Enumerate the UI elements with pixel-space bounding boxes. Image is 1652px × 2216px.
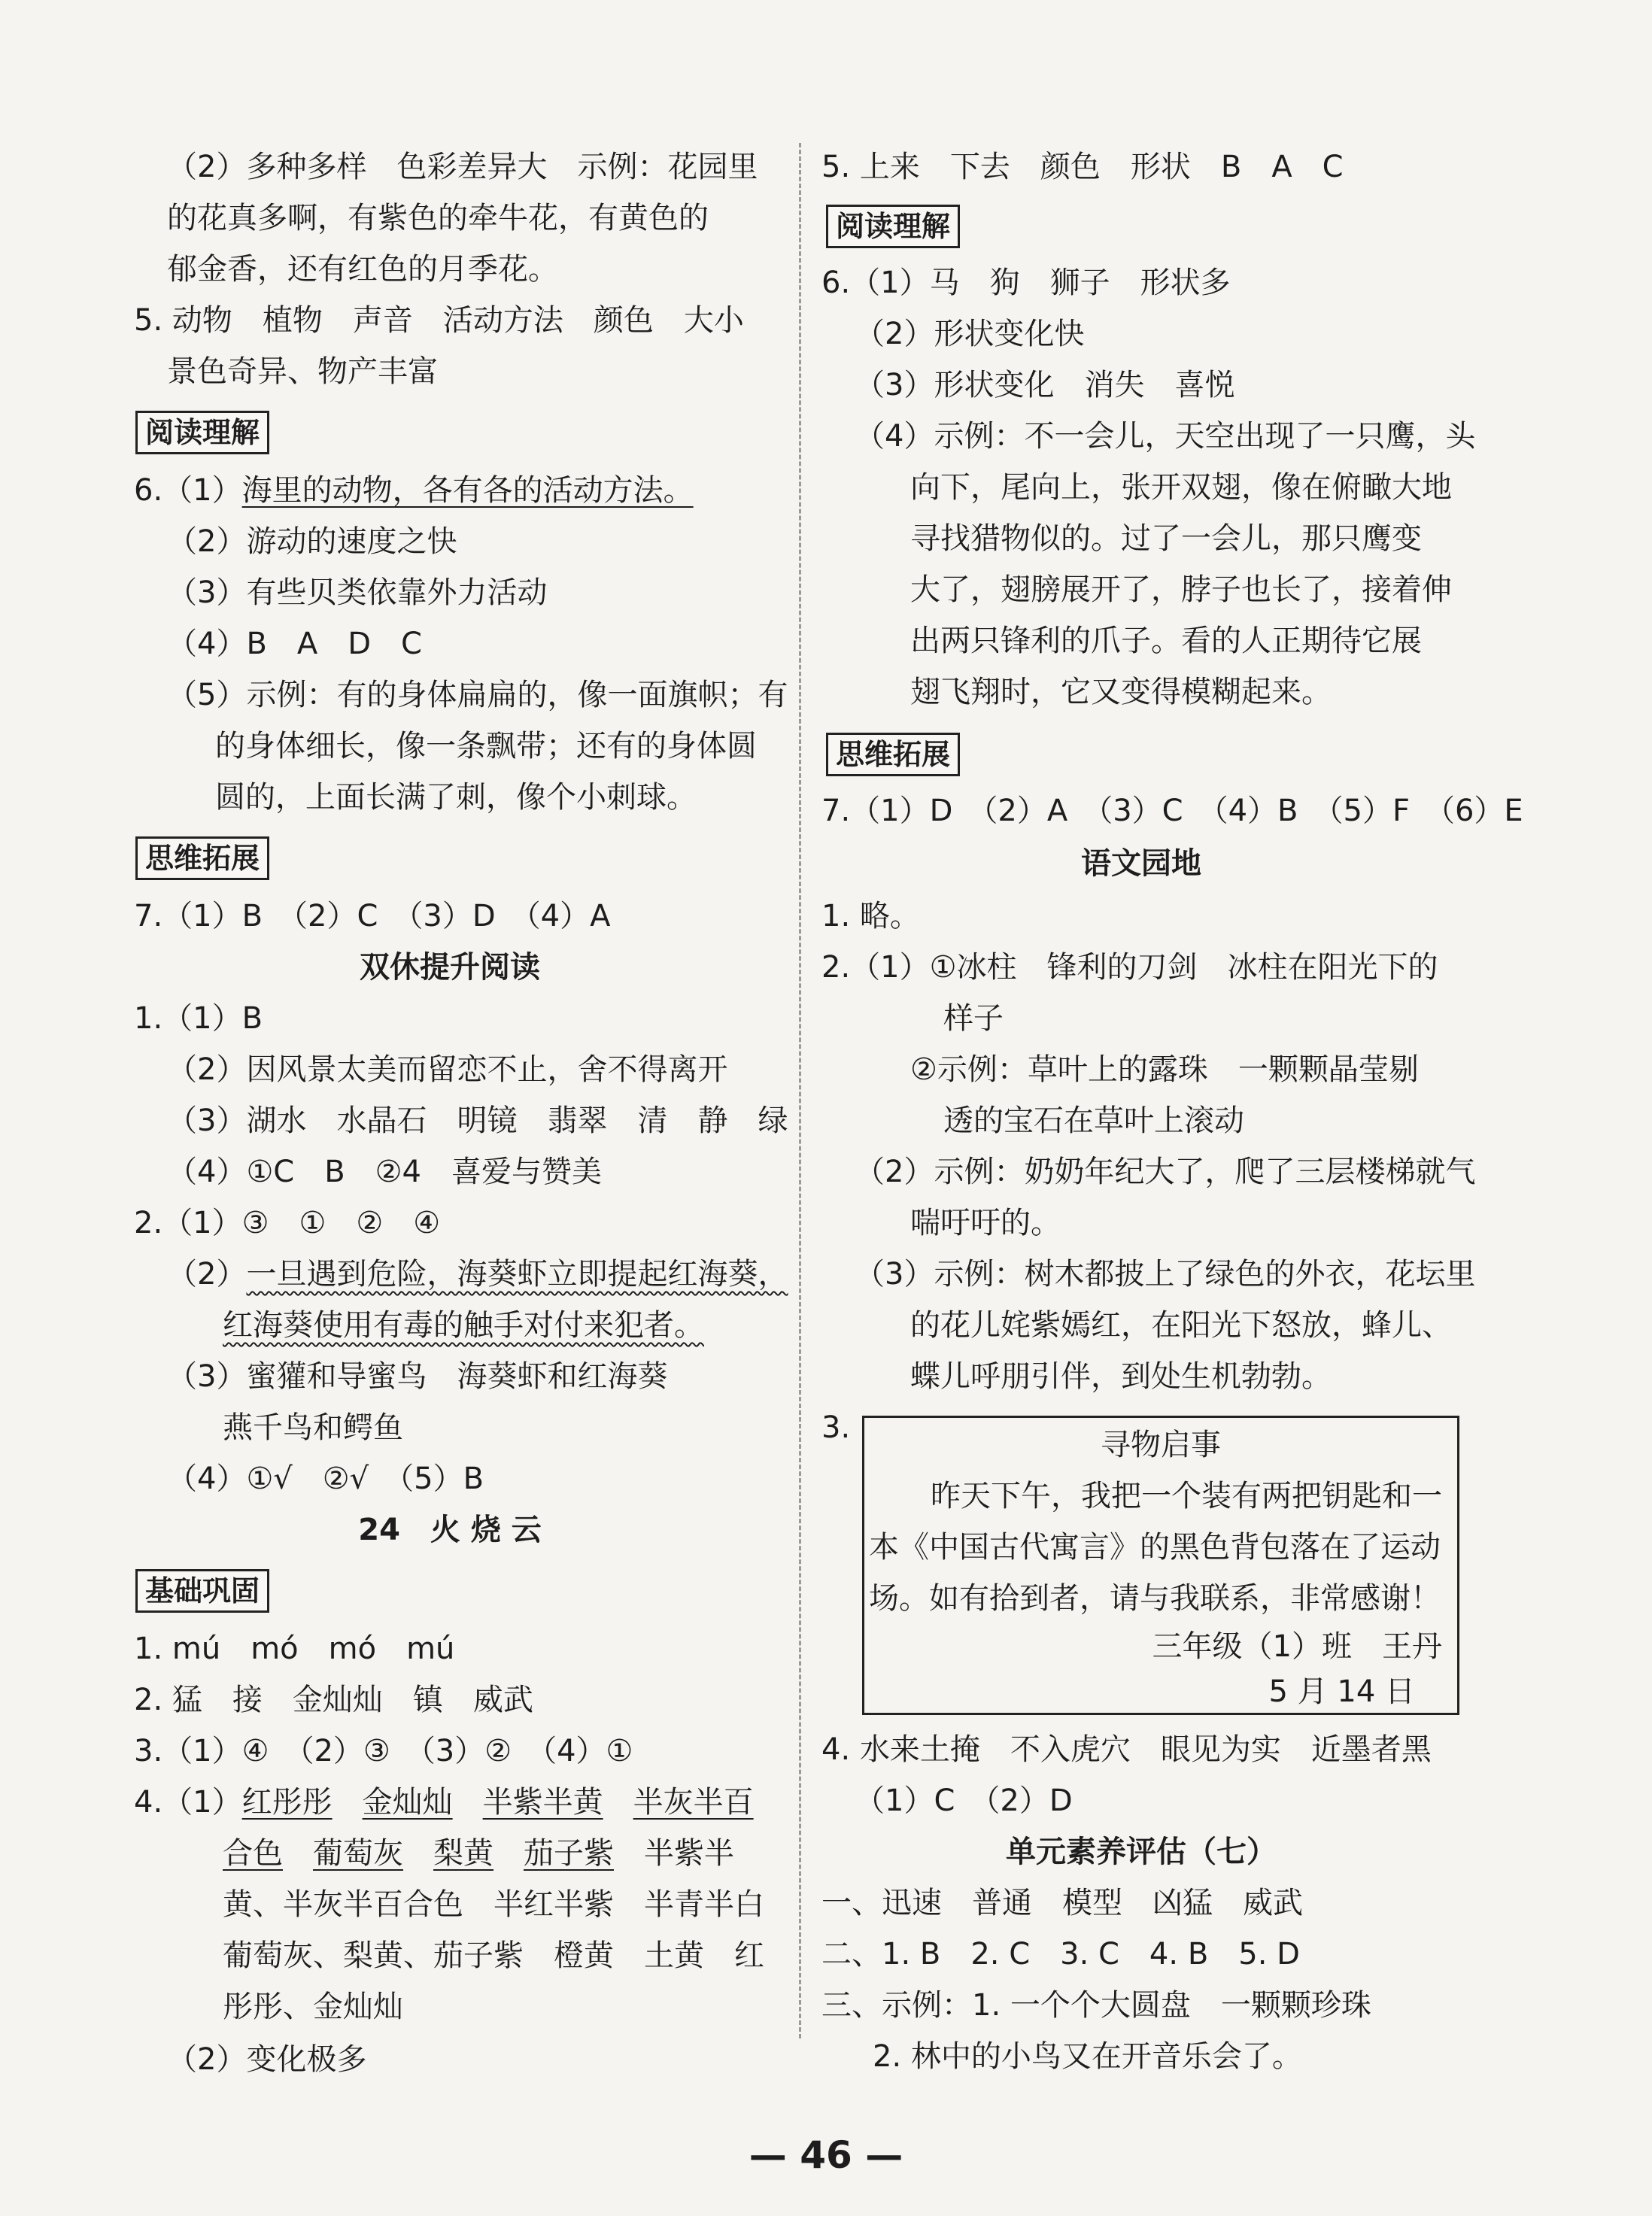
answer-line: （3）湖水 水晶石 明镜 翡翠 清 静 绿 — [167, 1103, 788, 1138]
lesson-heading: 24 火 烧 云 — [358, 1513, 542, 1547]
answer-line: 1. mú mó mó mú — [134, 1632, 455, 1666]
answer-line: 3.（1）④ （2）③ （3）② （4）① — [134, 1734, 633, 1768]
answer-line: 黄、半灰半百合色 半红半紫 半青半白 — [223, 1887, 764, 1922]
answer-line: （3）形状变化 消失 喜悦 — [855, 368, 1235, 402]
answer-line — [223, 1304, 704, 1346]
answer-line: 4. 水来土掩 不入虎穴 眼见为实 近墨者黑 — [821, 1732, 1432, 1767]
answer-line: 一、迅速 普通 模型 凶猛 威武 — [821, 1886, 1303, 1920]
lost-notice-box — [862, 1416, 1459, 1715]
answer-line: （1）C （2）D — [855, 1783, 1073, 1818]
answer-line: 的花真多啊，有紫色的牵牛花，有黄色的 — [167, 201, 709, 235]
notice-text: 场。如有拾到者，请与我联系，非常感谢！ — [869, 1581, 1441, 1616]
answer-line: 三、示例：1. 一个个大圆盘 一颗颗珍珠 — [821, 1988, 1371, 2023]
section-tag-thinking: 思维拓展 — [135, 836, 269, 880]
answer-line: 5. 动物 植物 声音 活动方法 颜色 大小 — [134, 303, 744, 338]
section-heading: 语文园地 — [1081, 846, 1201, 881]
answer-line: 7.（1）B （2）C （3）D （4）A — [134, 899, 611, 933]
answer-line: （5）示例：有的身体扁扁的，像一面旗帜；有 — [167, 678, 788, 712]
answer-line: 出两只锋利的爪子。看的人正期待它展 — [910, 624, 1422, 658]
answer-line: ②示例：草叶上的露珠 一颗颗晶莹剔 — [910, 1052, 1419, 1087]
answer-line: 2. 猛 接 金灿灿 镇 威武 — [134, 1683, 533, 1717]
answer-line: 葡萄灰、梨黄、茄子紫 橙黄 土黄 红 — [223, 1938, 764, 1973]
answer-line: 6.（1）海里的动物，各有各的活动方法。 — [134, 473, 694, 508]
underlined-answer: 海里的动物，各有各的活动方法。 — [241, 473, 694, 508]
answer-line: 4.（1）红彤彤 金灿灿 半紫半黄 半灰半百 — [134, 1785, 754, 1820]
section-tag-basics: 基础巩固 — [135, 1569, 269, 1613]
answer-line: 向下，尾向上，张开双翅，像在俯瞰大地 — [910, 470, 1452, 505]
notice-signature: 三年级（1）班 王丹 — [1152, 1629, 1442, 1664]
answer-line: （2）多种多样 色彩差异大 示例：花园里 — [167, 150, 758, 184]
answer-line: 2. 林中的小鸟又在开音乐会了。 — [873, 2039, 1302, 2074]
answer-number: 3. — [821, 1410, 851, 1445]
answer-line: 合色 葡萄灰 梨黄 茄子紫 半紫半 — [223, 1836, 734, 1871]
answer-line: 7.（1）D （2）A （3）C （4）B （5）F （6）E — [821, 794, 1523, 828]
answer-line: （2）游动的速度之快 — [167, 524, 457, 559]
wavy-underlined-answer: 一旦遇到危险，海葵虾立即提起红海葵， — [246, 1257, 788, 1292]
answer-line: 1. 略。 — [821, 899, 920, 933]
section-tag-reading: 阅读理解 — [135, 411, 269, 454]
answer-line: 蝶儿呼朋引伴，到处生机勃勃。 — [910, 1359, 1332, 1394]
answer-line: 6.（1）马 狗 狮子 形状多 — [821, 266, 1231, 300]
answer-line: 大了，翅膀展开了，脖子也长了，接着伸 — [910, 572, 1452, 607]
answer-line: 样子 — [943, 1001, 1004, 1036]
answer-line: 2.（1）①冰柱 锋利的刀剑 冰柱在阳光下的 — [821, 950, 1438, 985]
answer-line: 喘吁吁的。 — [910, 1206, 1061, 1240]
answer-line: 二、1. B 2. C 3. C 4. B 5. D — [821, 1937, 1300, 1972]
answer-line: （3）蜜獾和导蜜鸟 海葵虾和红海葵 — [167, 1359, 668, 1394]
section-tag-thinking: 思维拓展 — [826, 733, 960, 776]
answer-line: （3）示例：树木都披上了绿色的外衣，花坛里 — [855, 1257, 1476, 1292]
answer-line: 翅飞翔时，它又变得模糊起来。 — [910, 675, 1332, 709]
section-heading: 单元素养评估（七） — [1006, 1835, 1277, 1869]
column-divider — [799, 143, 801, 2038]
page-number: — 46 — — [749, 2133, 903, 2177]
answer-line: 的花儿姹紫嫣红，在阳光下怒放，蜂儿、 — [910, 1308, 1452, 1343]
answer-line: （4）①C B ②4 喜爱与赞美 — [167, 1155, 602, 1189]
notice-text: 昨天下午，我把一个装有两把钥匙和一 — [931, 1479, 1442, 1513]
answer-line: （3）有些贝类依靠外力活动 — [167, 575, 548, 610]
answer-line: 燕千鸟和鳄鱼 — [223, 1410, 403, 1445]
notice-date: 5 月 14 日 — [1268, 1674, 1415, 1709]
answer-line: 圆的，上面长满了刺，像个小刺球。 — [215, 780, 697, 815]
answer-line: 透的宝石在草叶上滚动 — [943, 1103, 1244, 1138]
wavy-underlined-answer: 红海葵使用有毒的触手对付来犯者。 — [223, 1308, 704, 1343]
answer-line: （4）示例：不一会儿，天空出现了一只鹰，头 — [855, 419, 1476, 454]
notice-title: 寻物启事 — [1101, 1428, 1221, 1462]
answer-line: 的身体细长，像一条飘带；还有的身体圆 — [215, 729, 757, 763]
answer-line: 寻找猎物似的。过了一会儿，那只鹰变 — [910, 521, 1422, 556]
answer-line: 景色奇异、物产丰富 — [167, 354, 438, 389]
answer-line: 5. 上来 下去 颜色 形状 B A C — [821, 150, 1344, 184]
answer-line: （2）一旦遇到危险，海葵虾立即提起红海葵， — [167, 1257, 788, 1292]
answer-line: （4）B A D C — [167, 627, 422, 661]
answer-line: 郁金香，还有红色的月季花。 — [167, 252, 558, 287]
answer-line: （2）示例：奶奶年纪大了，爬了三层楼梯就气 — [855, 1155, 1476, 1189]
answer-line: （2）形状变化快 — [855, 317, 1085, 351]
answer-line: （2）变化极多 — [167, 2042, 367, 2077]
notice-text: 本《中国古代寓言》的黑色背包落在了运动 — [869, 1530, 1441, 1565]
answer-line: （2）因风景太美而留恋不止，舍不得离开 — [167, 1052, 728, 1087]
answer-line: （4）①√ ②√ （5）B — [167, 1462, 484, 1496]
answer-line: 彤彤、金灿灿 — [223, 1990, 403, 2024]
section-tag-reading: 阅读理解 — [826, 205, 960, 248]
answer-line: 2.（1）③ ① ② ④ — [134, 1206, 441, 1240]
section-heading: 双休提升阅读 — [360, 950, 540, 985]
answer-line: 1.（1）B — [134, 1001, 263, 1036]
